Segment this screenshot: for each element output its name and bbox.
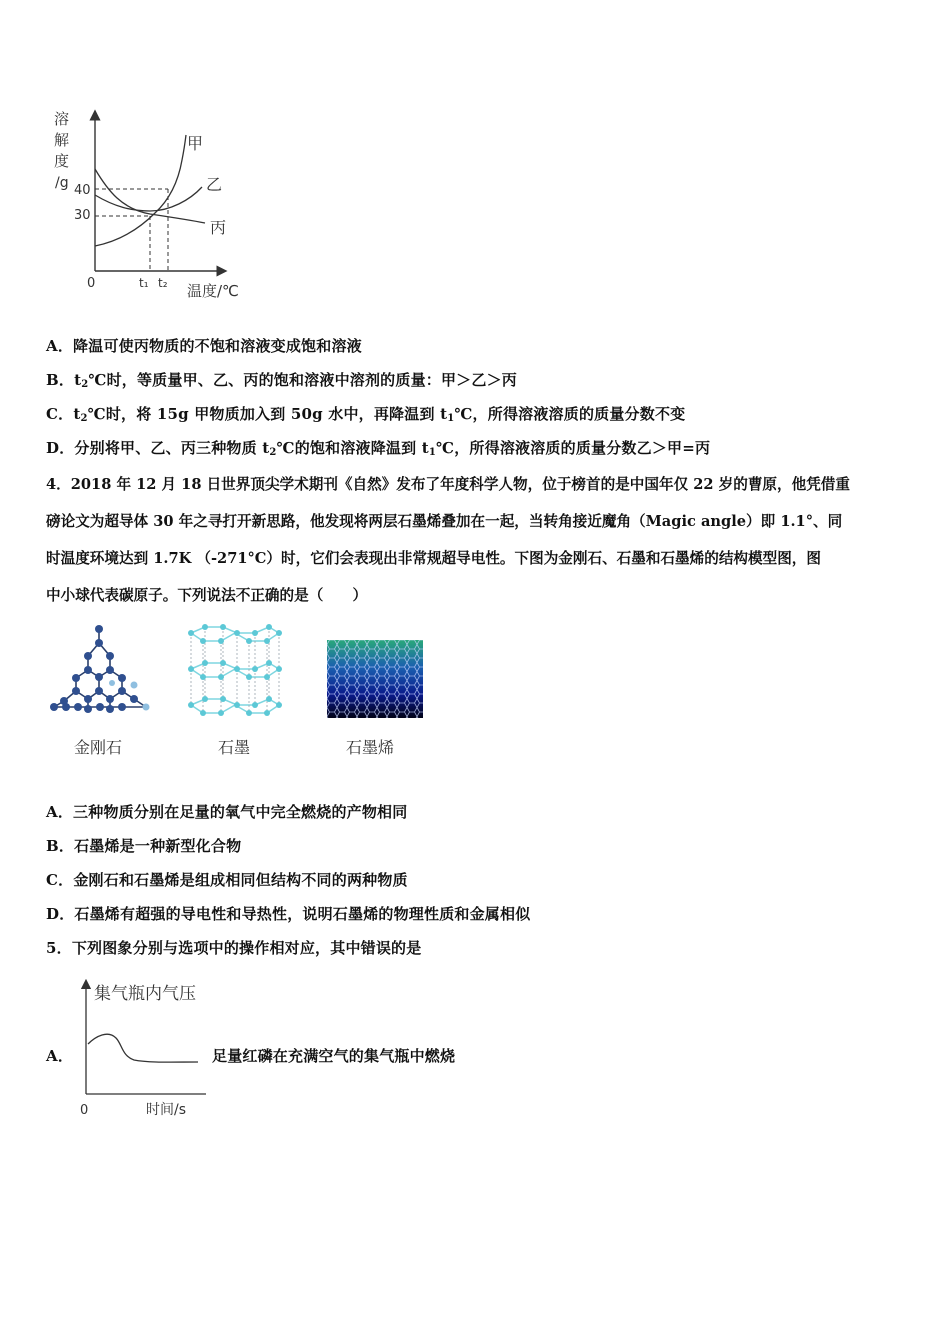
q3-option-a: [46, 335, 362, 356]
x-tick-t1: t₁: [139, 276, 149, 290]
q3-option-d: [46, 437, 710, 458]
q3-option-b-sub: 2: [81, 379, 89, 390]
q4-option-d: D．石墨烯有超强的导电性和导热性，说明石墨烯的物理性质和金属相似: [46, 905, 531, 923]
q3-option-c-post: ℃，所得溶液溶质的质量分数不变: [454, 405, 686, 423]
solubility-chart: [50, 105, 250, 305]
q3-option-c-sub2: 1: [447, 413, 455, 424]
origin-label: 0: [87, 276, 96, 291]
q3-option-c-mid: ℃时，将 15g 甲物质加入到 50g 水中，再降温到 t: [87, 405, 448, 423]
pressure-curve: [88, 1034, 198, 1062]
pressure-origin: 0: [80, 1103, 89, 1118]
pressure-y-label: 集气瓶内气压: [94, 984, 196, 1004]
y-label-2: 解: [54, 131, 70, 149]
q3-option-b-pre: t: [74, 371, 82, 389]
graphene-model-image: [327, 640, 423, 718]
q4-option-c: C．金刚石和石墨烯是组成相同但结构不同的两种物质: [46, 871, 408, 889]
q5-option-a-letter: A．: [46, 1047, 74, 1065]
q3-option-b-post: ℃时，等质量甲、乙、丙的饱和溶液中溶剂的质量：甲＞乙＞丙: [88, 371, 517, 389]
q4-stem-line-1: 4．2018 年 12 月 18 日世界顶尖学术期刊《自然》发布了年度科学人物，位于榜首的是中国年仅 22 岁的曹原，他凭借重: [46, 476, 850, 493]
q3-option-d-pre: 分别将甲、乙、丙三种物质 t: [74, 439, 270, 457]
q3-option-a-text: 降温可使丙物质的不饱和溶液变成饱和溶液: [73, 337, 362, 355]
q3-option-d-sub2: 1: [428, 447, 437, 458]
y-tick-40: 40: [74, 183, 91, 198]
y-tick-30: 30: [74, 208, 91, 223]
q3-option-d-sub: 2: [269, 447, 277, 458]
q3-option-d-post: ℃，所得溶液溶质的质量分数乙＞甲=丙: [436, 439, 711, 457]
curve-yi: [95, 187, 202, 211]
q4-option-b: B．石墨烯是一种新型化合物: [46, 837, 242, 855]
q3-option-c-letter: C．: [46, 405, 74, 423]
x-tick-t2: t₂: [158, 276, 168, 290]
q5-option-a-text: 足量红磷在充满空气的集气瓶中燃烧: [212, 1047, 456, 1065]
diamond-model-image: [46, 623, 158, 718]
y-label-1: 溶: [54, 110, 70, 128]
curve-jia: [95, 135, 186, 246]
q3-option-d-mid: ℃的饱和溶液降温到 t: [276, 439, 429, 457]
q3-option-c-pre: t: [73, 405, 81, 423]
caption-diamond: 金刚石: [74, 738, 123, 757]
x-axis-label: 温度/℃: [187, 282, 239, 300]
series-label-bing: 丙: [210, 218, 227, 237]
q3-option-a-letter: A．: [46, 337, 74, 355]
q3-option-c-sub: 2: [80, 413, 88, 424]
y-label-3: 度: [54, 152, 70, 170]
q4-stem-line-3: 时温度环境达到 1.7K （-271°C）时，它们会表现出非常规超导电性。下图为金刚石、石墨和石墨烯的结构模型图，图: [46, 550, 821, 567]
q4-option-a: A．三种物质分别在足量的氧气中完全燃烧的产物相同: [46, 803, 408, 821]
curve-bing: [95, 169, 205, 223]
q3-option-c: [46, 403, 685, 424]
q3-option-d-letter: D．: [46, 439, 75, 457]
q3-option-b-letter: B．: [46, 371, 75, 389]
q3-option-b: [46, 369, 517, 390]
series-label-jia: 甲: [187, 134, 204, 153]
q5-stem: 5．下列图象分别与选项中的操作相对应，其中错误的是: [46, 939, 422, 957]
series-label-yi: 乙: [206, 175, 223, 194]
q4-stem-line-2: 磅论文为超导体 30 年之寻打开新思路，他发现将两层石墨烯叠加在一起，当转角接近魔角（Magic angle）即 1.1°、同: [46, 513, 843, 530]
caption-graphene: 石墨烯: [346, 738, 395, 757]
caption-graphite: 石墨: [218, 738, 251, 757]
y-label-4: /g: [55, 175, 69, 191]
q4-stem-line-4: 中小球代表碳原子。下列说法不正确的是（ ）: [46, 587, 368, 604]
pressure-x-label: 时间/s: [146, 1102, 187, 1118]
graphite-model-image: [183, 623, 283, 719]
